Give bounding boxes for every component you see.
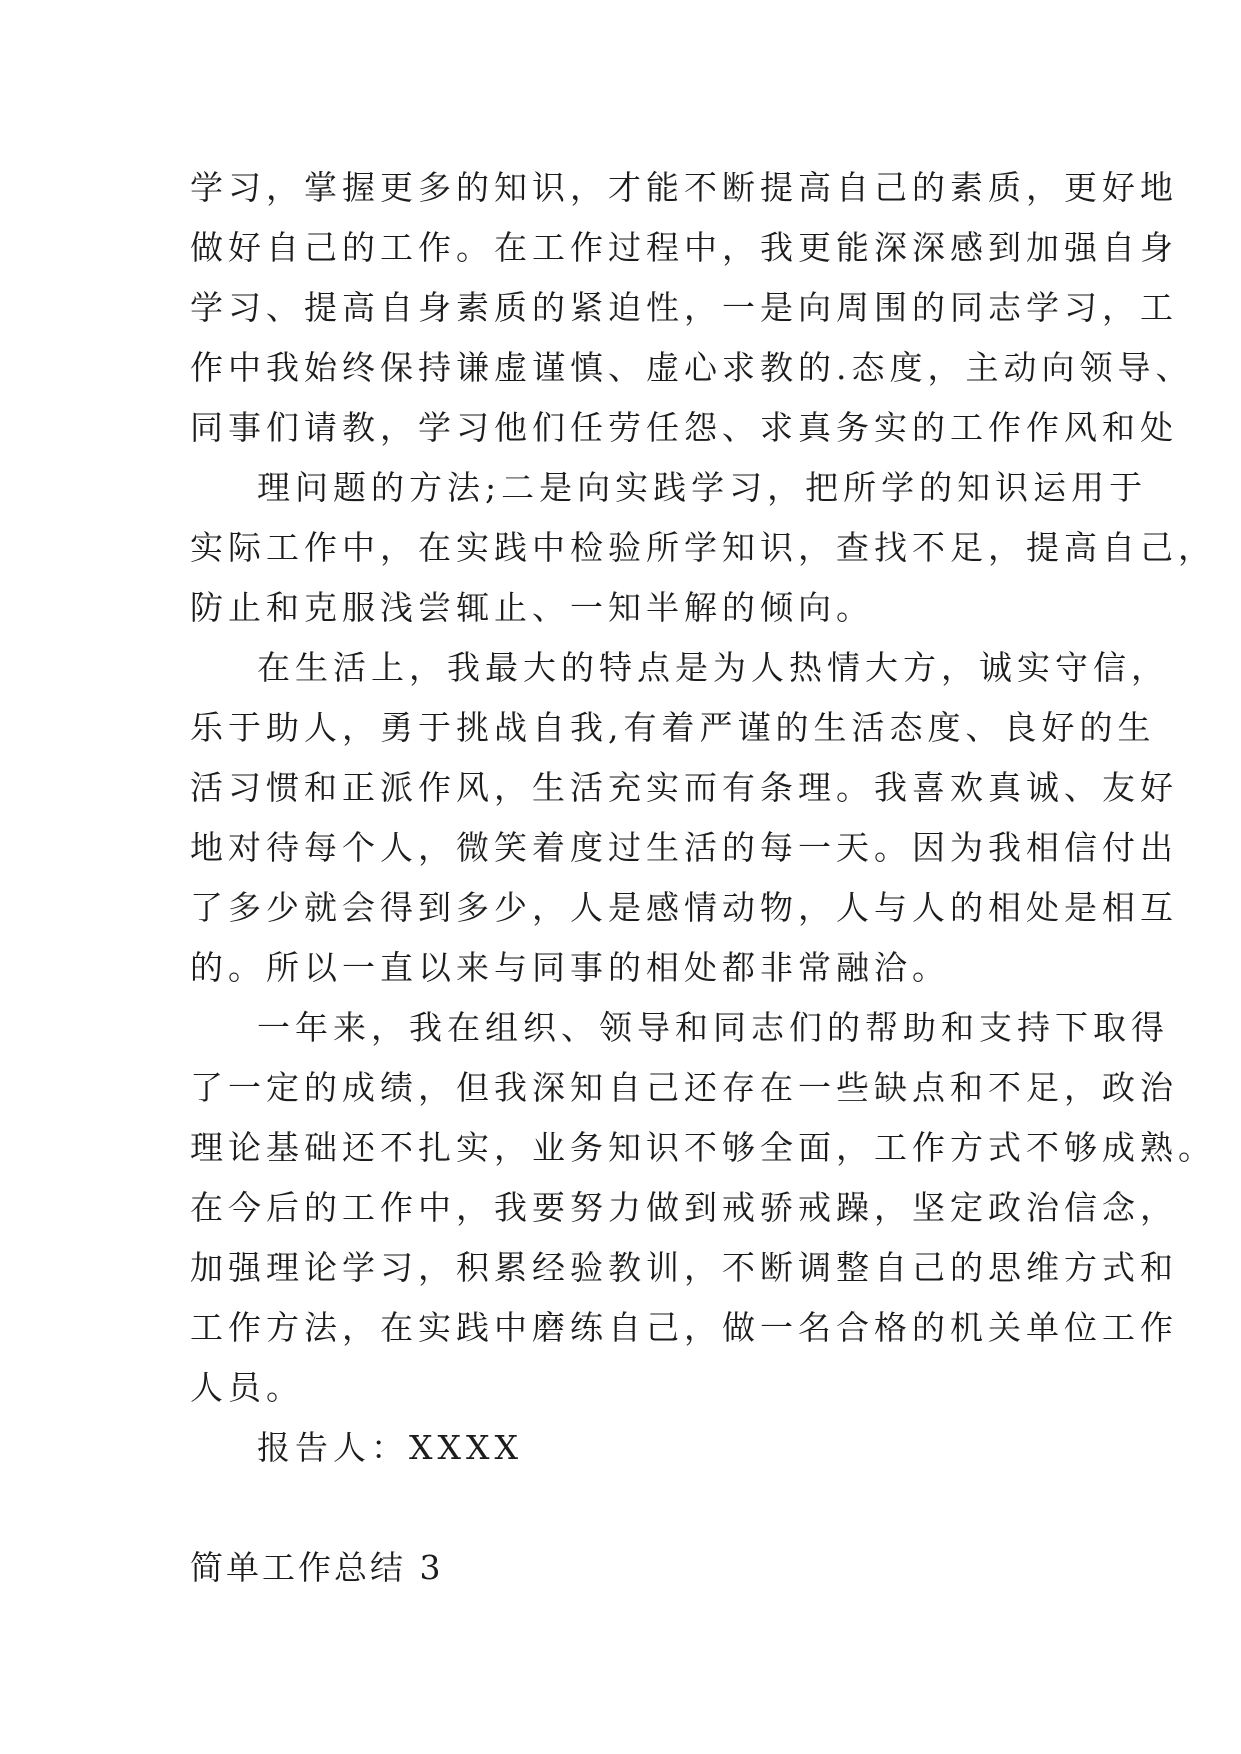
text-line: 地对待每个人，微笑着度过生活的每一天。因为我相信付出 [190, 828, 1178, 867]
text-line: 了多少就会得到多少，人是感情动物，人与人的相处是相互 [190, 888, 1178, 927]
text-line: 防止和克服浅尝辄止、一知半解的倾向。 [190, 588, 874, 627]
text-line: 一年来，我在组织、领导和同志们的帮助和支持下取得 [257, 1008, 1169, 1047]
text-line: 加强理论学习，积累经验教训，不断调整自己的思维方式和 [190, 1248, 1178, 1287]
text-line: 学习、提高自身素质的紧迫性，一是向周围的同志学习，工 [190, 288, 1178, 327]
text-line: 活习惯和正派作风，生活充实而有条理。我喜欢真诚、友好 [190, 768, 1178, 807]
text-line: 工作方法，在实践中磨练自己，做一名合格的机关单位工作 [190, 1308, 1178, 1347]
text-line: 在生活上，我最大的特点是为人热情大方，诚实守信， [257, 648, 1169, 687]
text-line: 学习，掌握更多的知识，才能不断提高自己的素质，更好地 [190, 168, 1178, 207]
text-line: 了一定的成绩，但我深知自己还存在一些缺点和不足，政治 [190, 1068, 1178, 1107]
reporter-signature: 报告人：XXXX [257, 1428, 523, 1467]
text-line: 人员。 [190, 1368, 304, 1407]
text-line: 作中我始终保持谦虚谨慎、虚心求教的.态度，主动向领导、 [190, 348, 1194, 387]
text-line: 实际工作中，在实践中检验所学知识，查找不足，提高自己， [190, 528, 1216, 567]
text-line: 理问题的方法;二是向实践学习，把所学的知识运用于 [257, 468, 1148, 507]
text-line: 同事们请教，学习他们任劳任怨、求真务实的工作作风和处 [190, 408, 1178, 447]
text-line: 做好自己的工作。在工作过程中，我更能深深感到加强自身 [190, 228, 1178, 267]
text-line: 乐于助人，勇于挑战自我,有着严谨的生活态度、良好的生 [190, 708, 1156, 747]
text-line: 的。所以一直以来与同事的相处都非常融洽。 [190, 948, 950, 987]
section-title: 简单工作总结 3 [190, 1548, 444, 1587]
text-line: 理论基础还不扎实，业务知识不够全面，工作方式不够成熟。 [190, 1128, 1216, 1167]
text-line: 在今后的工作中，我要努力做到戒骄戒躁，坚定政治信念， [190, 1188, 1178, 1227]
